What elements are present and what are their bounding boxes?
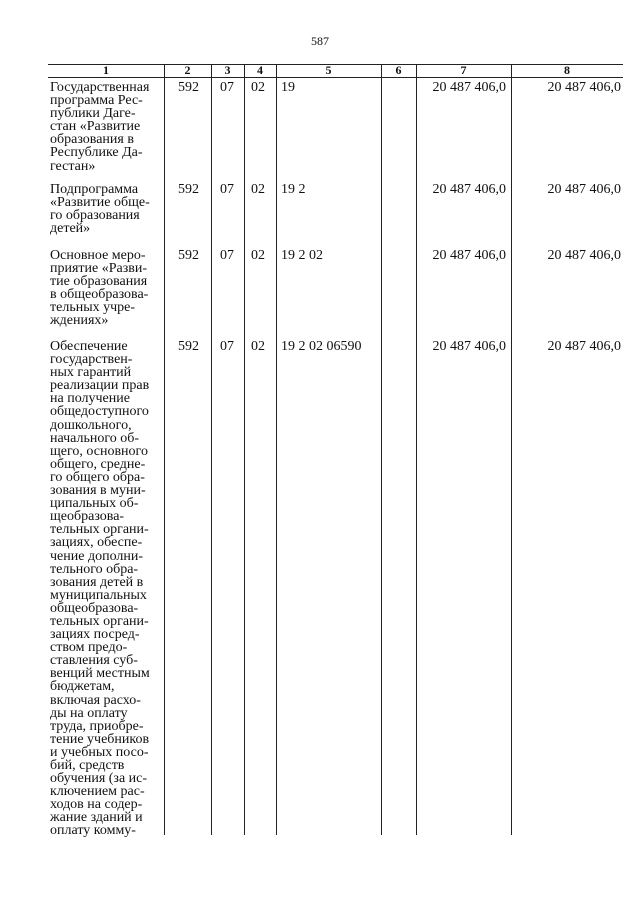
row-code-5: 19 2 02 06590 <box>281 339 362 354</box>
column-divider <box>244 64 245 835</box>
column-divider <box>381 64 382 835</box>
row-code-4: 02 <box>251 339 265 354</box>
header-bottom-border <box>48 77 623 78</box>
column-divider <box>211 64 212 835</box>
header-col-2: 2 <box>184 63 191 77</box>
row-name: Государственная программа Рес- публики Даге- стан «Развитие образования в Республике Да- гестан» <box>50 80 150 174</box>
row-name: Основное меро- приятие «Разви- тие образования в общеобразова- тельных учре- ждениях» <box>50 248 149 329</box>
header-col-8: 8 <box>564 63 570 77</box>
row-code-5: 19 2 <box>281 182 306 197</box>
row-code-3: 07 <box>220 339 234 354</box>
row-code-5: 19 2 02 <box>281 248 323 263</box>
row-amount-7: 20 487 406,0 <box>432 182 506 197</box>
row-name: Подпрограмма «Развитие обще- го образования детей» <box>50 182 150 237</box>
row-name: Обеспечение государствен- ных гарантий реализации прав на получение общедоступного дошкольного, начального об- щего, основного общего, средне- го общего обра- зования в муни- ципальных об- щеобразова- тельных органи- зациях, обеспе- чение дополни- тельного обра- зования детей в муниципальных общеобразова- тельных органи- зациях посред- ством предо- ставления суб- венций местным бюджетам, включая расхо- ды на оплату труда, приобре- тение учебников и учебных посо- бий, средств обучения (за ис- ключением рас- ходов на содер- жание зданий и оплату комму- <box>50 339 150 839</box>
row-code-2: 592 <box>178 80 199 95</box>
row-code-2: 592 <box>178 339 199 354</box>
row-code-3: 07 <box>220 248 234 263</box>
row-amount-8: 20 487 406,0 <box>547 182 621 197</box>
row-amount-7: 20 487 406,0 <box>432 80 506 95</box>
row-amount-8: 20 487 406,0 <box>547 339 621 354</box>
row-code-3: 07 <box>220 80 234 95</box>
budget-table <box>48 63 623 839</box>
header-col-7: 7 <box>460 63 467 77</box>
header-col-1: 1 <box>103 63 109 77</box>
header-col-3: 3 <box>224 63 231 77</box>
row-code-4: 02 <box>251 80 265 95</box>
row-code-4: 02 <box>251 248 265 263</box>
row-amount-8: 20 487 406,0 <box>547 248 621 263</box>
column-divider <box>164 64 165 835</box>
row-amount-7: 20 487 406,0 <box>432 248 506 263</box>
header-col-4: 4 <box>257 63 263 77</box>
row-code-5: 19 <box>281 80 295 95</box>
row-code-3: 07 <box>220 182 234 197</box>
row-code-4: 02 <box>251 182 265 197</box>
row-amount-8: 20 487 406,0 <box>547 80 621 95</box>
row-amount-7: 20 487 406,0 <box>432 339 506 354</box>
header-col-5: 5 <box>325 63 332 77</box>
header-col-6: 6 <box>395 63 402 77</box>
row-code-2: 592 <box>178 182 199 197</box>
column-divider <box>511 64 512 835</box>
column-divider <box>416 64 417 835</box>
column-divider <box>276 64 277 835</box>
row-code-2: 592 <box>178 248 199 263</box>
page-number: 587 <box>311 34 329 48</box>
